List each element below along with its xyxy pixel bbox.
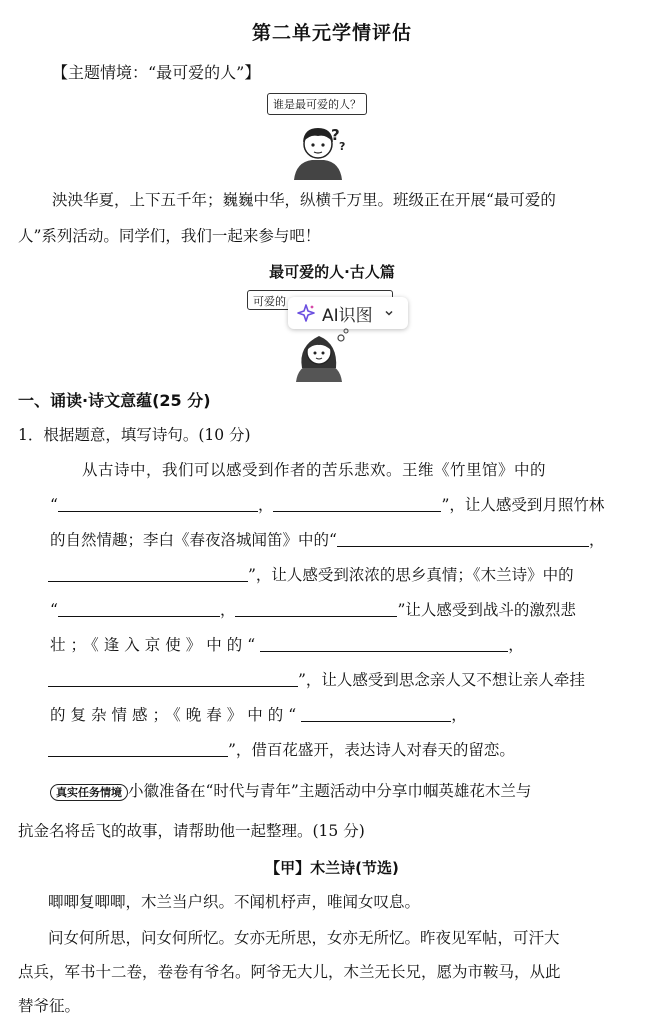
fill-text: ， (508, 636, 529, 654)
fill-line-1: 从古诗中，我们可以感受到作者的苦乐悲欢。王维《竹里馆》中的 (82, 461, 547, 479)
intro-line-2: 人”系列活动。同学们，我们一起来参与吧！ (18, 227, 321, 245)
speech-bubble-top: 谁是最可爱的人？ (267, 93, 367, 115)
theme-line: 【主题情境：“最可爱的人”】 (52, 63, 261, 82)
section-1-heading: 一、诵读·诗文意蕴(25 分) (18, 391, 211, 410)
fill-text: 壮；《逢入京使》中的“ (50, 636, 261, 654)
fill-text: ”，让人感受到浓浓的思乡真情；《木兰诗》中的 (248, 566, 574, 584)
ai-button-label: AI识图 (322, 305, 373, 326)
fill-text: ”，借百花盛开，表达诗人对春天的留恋。 (228, 741, 515, 759)
chevron-down-icon (383, 307, 395, 319)
fill-text: 的复杂情感；《晚春》中的“ (50, 706, 302, 724)
answer-blank[interactable] (48, 670, 298, 687)
poem-line-3: 点兵，军书十二卷，卷卷有爷名。阿爷无大儿，木兰无长兄，愿为市鞍马，从此 (18, 963, 561, 981)
fill-line-3 (50, 529, 604, 551)
question-1: 1．根据题意，填写诗句。(10 分) (18, 426, 251, 444)
answer-blank[interactable] (301, 705, 451, 722)
answer-blank[interactable] (273, 495, 441, 512)
poem-line-4: 替爷征。 (18, 997, 81, 1015)
section-subtitle: 最可爱的人·古人篇 (269, 263, 395, 281)
boy-illustration-icon (290, 122, 350, 180)
answer-blank[interactable] (48, 740, 228, 757)
fill-text: ， (219, 601, 236, 619)
fill-line-2 (50, 494, 604, 516)
fill-line-8 (50, 704, 472, 726)
fill-text: ”让人感受到战斗的激烈悲 (397, 601, 576, 619)
fill-line-9 (48, 739, 515, 761)
fill-text: “ (50, 601, 58, 619)
fill-line-4 (48, 564, 574, 586)
poem-title: 【甲】木兰诗(节选) (265, 859, 399, 877)
fill-line-5 (50, 599, 576, 621)
page-title: 第二单元学情评估 (251, 22, 412, 44)
task-tag: 真实任务情境 (50, 784, 128, 801)
task-line-2: 抗金名将岳飞的故事，请帮助他一起整理。(15 分) (18, 822, 365, 840)
answer-blank[interactable] (48, 565, 248, 582)
sparkle-icon (296, 303, 316, 323)
speech-bubble-second-text: 可爱的 (253, 295, 286, 308)
girl-illustration-icon (290, 328, 352, 382)
poem-line-2: 问女何所思，问女何所忆。女亦无所思，女亦无所忆。昨夜见军帖，可汗大 (48, 929, 560, 947)
fill-text: “ (50, 496, 58, 514)
ai-recognize-button[interactable] (288, 297, 408, 329)
task-intro (50, 780, 531, 804)
answer-blank[interactable] (260, 635, 508, 652)
fill-text: ”，让人感受到月照竹林 (441, 496, 605, 514)
fill-text: 的自然情趣；李白《春夜洛城闻笛》中的“ (50, 531, 337, 549)
poem-line-1: 唧唧复唧唧，木兰当户织。不闻机杼声，唯闻女叹息。 (48, 893, 421, 911)
fill-line-6 (50, 634, 529, 656)
answer-blank[interactable] (337, 530, 589, 547)
fill-line-7 (48, 669, 585, 691)
fill-text: ”，让人感受到思念亲人又不想让亲人牵挂 (298, 671, 585, 689)
fill-text: ， (257, 496, 274, 514)
answer-blank[interactable] (235, 600, 397, 617)
fill-text: ， (451, 706, 472, 724)
svg-text:?: ? (339, 140, 346, 153)
task-text: 小徽准备在“时代与青年”主题活动中分享巾帼英雄花木兰与 (128, 782, 532, 800)
answer-blank[interactable] (58, 600, 220, 617)
svg-text:?: ? (331, 126, 340, 144)
intro-line-1: 泱泱华夏，上下五千年；巍巍中华，纵横千万里。班级正在开展“最可爱的 (52, 191, 556, 209)
fill-text: ， (588, 531, 605, 549)
answer-blank[interactable] (58, 495, 258, 512)
